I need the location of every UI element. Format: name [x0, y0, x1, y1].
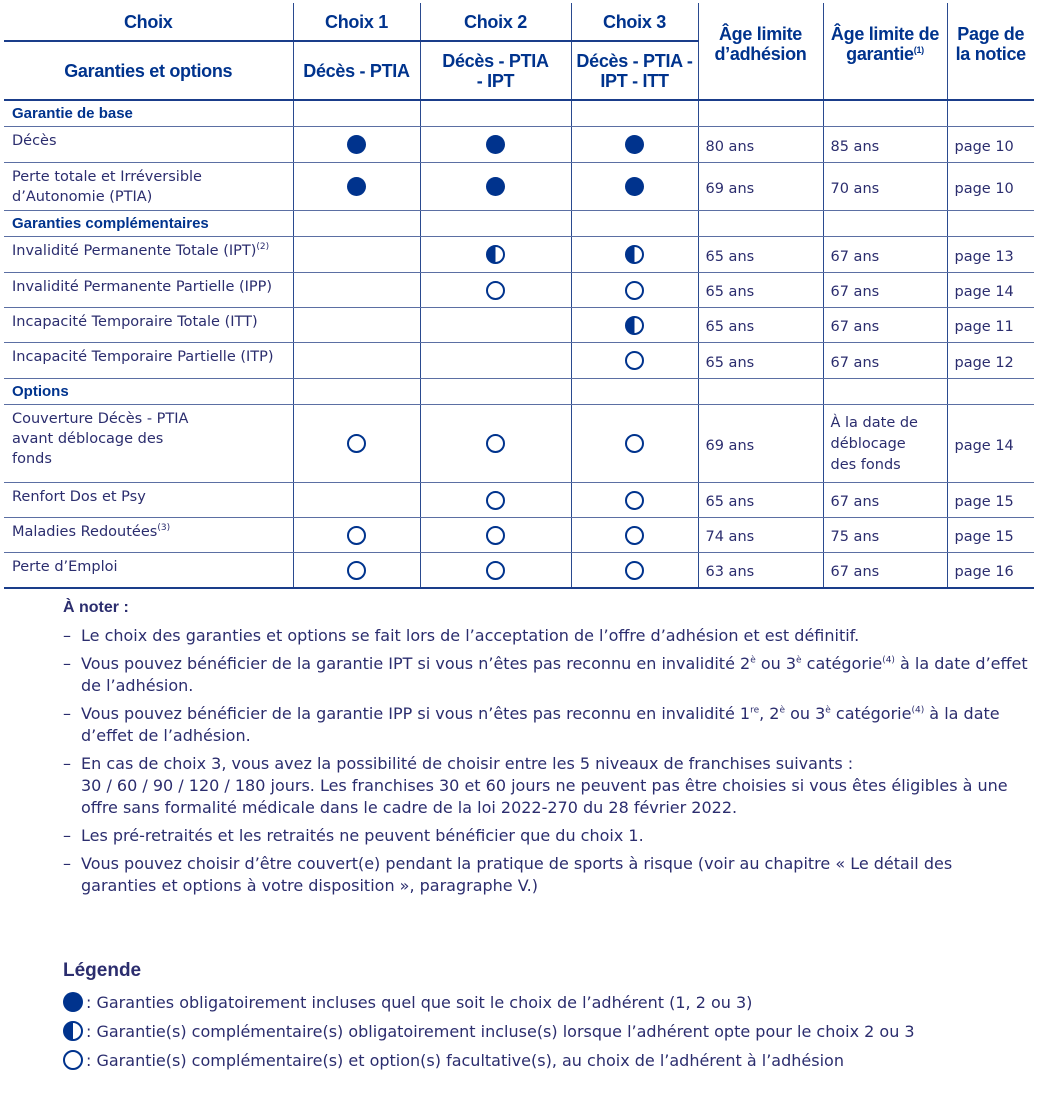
row-label-text: Couverture Décès - PTIA avant déblocage des fonds [12, 410, 189, 467]
note-text: Le choix des garanties et options se fait lors de l’acceptation de l’offre d’adhésion et est définitif. [81, 626, 860, 645]
row-label [4, 517, 293, 552]
empty-cell [571, 100, 698, 126]
age-garantie-cell: 70 ans [823, 162, 947, 210]
empty-circle-icon [347, 526, 366, 545]
row-label-footnote: (2) [256, 241, 270, 252]
empty-cell [947, 378, 1034, 404]
empty-cell [420, 210, 571, 236]
age-adhesion-header: Âge limite d’adhésion [698, 3, 823, 100]
choix1-header: Choix 1 [293, 3, 420, 41]
age-adhesion-cell: 74 ans [698, 517, 823, 552]
guarantees-table [4, 3, 1034, 589]
age-garantie-cell: 67 ans [823, 552, 947, 588]
age-garantie-cell: 67 ans [823, 236, 947, 272]
note-sup: è [796, 655, 802, 666]
row-label-text: Décès [12, 132, 57, 149]
choice-cell-c1 [293, 552, 420, 588]
note-text: Vous pouvez choisir d’être couvert(e) pendant la pratique de sports à risque (voir au chapitre « Le détail des garanties et options à votre disposition », paragraphe V.) [81, 854, 953, 895]
note-text: , 2 [759, 704, 780, 723]
half-circle-icon [625, 245, 644, 264]
note-dash: – [63, 754, 71, 773]
row-label-text: Invalidité Permanente Totale (IPT) [12, 242, 257, 259]
legend-text: : Garantie(s) complémentaire(s) et option(s) facultative(s), au choix de l’adhérent à l’adhésion [86, 1051, 844, 1070]
note-dash: – [63, 854, 71, 873]
section-row-base [4, 100, 1034, 126]
age-garantie-cell: 75 ans [823, 517, 947, 552]
note-dash: – [63, 654, 71, 673]
note-item [63, 703, 1028, 747]
empty-circle-icon [625, 491, 644, 510]
empty-cell [293, 210, 420, 236]
table-row [4, 552, 1034, 588]
page-notice-cell: page 16 [947, 552, 1034, 588]
row-label [4, 272, 293, 307]
legend-item-empty [63, 1050, 1028, 1079]
page-notice-cell: page 10 [947, 126, 1034, 162]
page-notice-cell: page 14 [947, 272, 1034, 307]
section-row-complementaires [4, 210, 1034, 236]
empty-cell [420, 378, 571, 404]
choice-cell-c3 [571, 482, 698, 517]
note-item [63, 625, 1028, 647]
row-label [4, 482, 293, 517]
empty-circle-icon [486, 561, 505, 580]
row-label [4, 404, 293, 482]
choix2-header: Choix 2 [420, 3, 571, 41]
choice-cell-c3 [571, 162, 698, 210]
note-text: 30 / 60 / 90 / 120 / 180 jours. Les franchises 30 et 60 jours ne peuvent pas être choisies si vous êtes éligibles à une offre sans formalité médicale dans le cadre de la loi 2022-270 du 28 février 2022. [81, 776, 1008, 817]
full-circle-icon [486, 135, 505, 154]
choice-cell-c3 [571, 517, 698, 552]
half-circle-icon [63, 1021, 83, 1041]
choice-cell-c2 [420, 482, 571, 517]
age-adhesion-cell: 63 ans [698, 552, 823, 588]
notes-block [63, 597, 1028, 903]
note-dash: – [63, 626, 71, 645]
row-label-text: Incapacité Temporaire Totale (ITT) [12, 313, 258, 330]
note-text: catégorie [830, 704, 912, 723]
header-row-top [4, 3, 1034, 41]
note-sup: re [750, 705, 760, 716]
age-garantie-cell: 67 ans [823, 482, 947, 517]
note-text: ou 3 [755, 654, 797, 673]
choice-cell-c3 [571, 307, 698, 342]
age-adhesion-cell: 69 ans [698, 162, 823, 210]
note-sup: (4) [911, 705, 925, 716]
age-garantie-cell: 67 ans [823, 342, 947, 378]
notes-title: À noter : [63, 599, 129, 616]
age-adhesion-cell: 69 ans [698, 404, 823, 482]
row-label-text: Invalidité Permanente Partielle (IPP) [12, 278, 273, 295]
row-label [4, 236, 293, 272]
note-item [63, 825, 1028, 847]
row-label [4, 162, 293, 210]
empty-cell [571, 210, 698, 236]
empty-circle-icon [486, 526, 505, 545]
section-row-options [4, 378, 1034, 404]
section-title-complementaires: Garanties complémentaires [4, 210, 293, 236]
age-garantie-cell: 67 ans [823, 307, 947, 342]
table-body [4, 100, 1034, 588]
choix3-sub-header: Décès - PTIA - IPT - ITT [571, 41, 698, 100]
legend-item-full [63, 992, 1028, 1021]
empty-cell [698, 378, 823, 404]
age-adhesion-cell: 65 ans [698, 236, 823, 272]
note-sup: è [779, 705, 786, 716]
note-text: En cas de choix 3, vous avez la possibilité de choisir entre les 5 niveaux de franchises suivants : [81, 754, 854, 773]
empty-cell [698, 100, 823, 126]
note-text: à la date d’effet de l’adhésion. [81, 654, 1028, 695]
choix2-sub-header: Décès - PTIA - IPT [420, 41, 571, 100]
full-circle-icon [625, 177, 644, 196]
half-circle-icon [486, 245, 505, 264]
choice-cell-c1 [293, 236, 420, 272]
half-circle-icon [625, 316, 644, 335]
row-label [4, 126, 293, 162]
empty-circle-icon [625, 434, 644, 453]
legend [63, 960, 1028, 1079]
choice-cell-c3 [571, 126, 698, 162]
empty-circle-icon [625, 351, 644, 370]
note-text: Les pré-retraités et les retraités ne peuvent bénéficier que du choix 1. [81, 826, 644, 845]
age-adhesion-cell: 65 ans [698, 272, 823, 307]
full-circle-icon [63, 992, 83, 1012]
full-circle-icon [347, 177, 366, 196]
row-label [4, 342, 293, 378]
page-notice-cell: page 14 [947, 404, 1034, 482]
legend-item-half [63, 1021, 1028, 1050]
age-adhesion-cell: 65 ans [698, 342, 823, 378]
choice-cell-c2 [420, 552, 571, 588]
page-notice-cell: page 15 [947, 517, 1034, 552]
empty-cell [823, 378, 947, 404]
age-adhesion-cell: 65 ans [698, 482, 823, 517]
page-notice-header: Page de la notice [947, 3, 1034, 100]
row-label-text: Maladies Redoutées [12, 523, 158, 540]
page-notice-cell: page 12 [947, 342, 1034, 378]
choice-cell-c2 [420, 342, 571, 378]
choix1-sub-header: Décès - PTIA [293, 41, 420, 100]
table-row [4, 342, 1034, 378]
choice-cell-c3 [571, 342, 698, 378]
row-label-text: Perte d’Emploi [12, 558, 118, 575]
note-text: Vous pouvez bénéficier de la garantie IPP si vous n’êtes pas reconnu en invalidité 1 [81, 704, 751, 723]
empty-circle-icon [347, 434, 366, 453]
empty-cell [947, 210, 1034, 236]
page-notice-cell: page 11 [947, 307, 1034, 342]
choice-cell-c3 [571, 272, 698, 307]
table-row [4, 272, 1034, 307]
legend-text: : Garanties obligatoirement incluses quel que soit le choix de l’adhérent (1, 2 ou 3) [86, 993, 753, 1012]
row-label [4, 552, 293, 588]
empty-circle-icon [625, 526, 644, 545]
age-garantie-text: Âge limite de garantie [830, 24, 940, 64]
age-garantie-header [823, 3, 947, 100]
empty-circle-icon [63, 1050, 83, 1070]
note-sup: è [825, 705, 831, 716]
age-garantie-cell: 85 ans [823, 126, 947, 162]
note-dash: – [63, 826, 71, 845]
choice-cell-c1 [293, 342, 420, 378]
empty-cell [571, 378, 698, 404]
legend-text: : Garantie(s) complémentaire(s) obligatoirement incluse(s) lorsque l’adhérent opte pour le choix 2 ou 3 [86, 1022, 915, 1041]
table-row [4, 307, 1034, 342]
row-label-footnote: (3) [157, 522, 171, 533]
age-garantie-cell: À la date de déblocage des fonds [823, 404, 947, 482]
empty-cell [293, 378, 420, 404]
garanties-header: Garanties et options [4, 41, 293, 100]
table-row [4, 236, 1034, 272]
note-item [63, 653, 1028, 697]
choice-cell-c2 [420, 307, 571, 342]
choice-cell-c1 [293, 482, 420, 517]
note-dash: – [63, 704, 71, 723]
age-adhesion-cell: 65 ans [698, 307, 823, 342]
section-title-options: Options [4, 378, 293, 404]
age-adhesion-cell: 80 ans [698, 126, 823, 162]
table-row [4, 482, 1034, 517]
choice-cell-c3 [571, 552, 698, 588]
empty-circle-icon [486, 491, 505, 510]
age-garantie-cell: 67 ans [823, 272, 947, 307]
choice-cell-c2 [420, 517, 571, 552]
choice-cell-c1 [293, 272, 420, 307]
empty-cell [293, 100, 420, 126]
legend-title: Légende [63, 960, 142, 981]
choice-cell-c3 [571, 404, 698, 482]
choix-header: Choix [4, 3, 293, 41]
choix3-header: Choix 3 [571, 3, 698, 41]
choice-cell-c2 [420, 236, 571, 272]
choice-cell-c2 [420, 404, 571, 482]
note-item [63, 753, 1028, 819]
choice-cell-c1 [293, 307, 420, 342]
full-circle-icon [347, 135, 366, 154]
row-label-text: Renfort Dos et Psy [12, 488, 146, 505]
section-title-base: Garantie de base [4, 100, 293, 126]
empty-cell [698, 210, 823, 236]
choice-cell-c1 [293, 517, 420, 552]
age-garantie-footnote: (1) [913, 45, 924, 55]
empty-cell [823, 100, 947, 126]
note-sup: è [750, 655, 756, 666]
table-row [4, 126, 1034, 162]
note-text: ou 3 [785, 704, 826, 723]
row-label-text: Incapacité Temporaire Partielle (ITP) [12, 348, 274, 365]
choice-cell-c1 [293, 162, 420, 210]
choice-cell-c2 [420, 272, 571, 307]
page-notice-cell: page 15 [947, 482, 1034, 517]
table-row [4, 517, 1034, 552]
empty-cell [947, 100, 1034, 126]
table-row [4, 404, 1034, 482]
note-item [63, 853, 1028, 897]
empty-circle-icon [625, 561, 644, 580]
empty-circle-icon [625, 281, 644, 300]
choice-cell-c1 [293, 126, 420, 162]
choice-cell-c2 [420, 162, 571, 210]
empty-circle-icon [486, 281, 505, 300]
full-circle-icon [625, 135, 644, 154]
page-notice-cell: page 10 [947, 162, 1034, 210]
empty-cell [420, 100, 571, 126]
choice-cell-c1 [293, 404, 420, 482]
empty-cell [823, 210, 947, 236]
choice-cell-c2 [420, 126, 571, 162]
note-text: à la date d’effet de l’adhésion. [81, 704, 1000, 745]
note-text: catégorie [801, 654, 883, 673]
empty-circle-icon [486, 434, 505, 453]
row-label [4, 307, 293, 342]
empty-circle-icon [347, 561, 366, 580]
full-circle-icon [486, 177, 505, 196]
note-sup: (4) [882, 655, 895, 666]
page-notice-cell: page 13 [947, 236, 1034, 272]
table-row [4, 162, 1034, 210]
note-text: Vous pouvez bénéficier de la garantie IPT si vous n’êtes pas reconnu en invalidité 2 [81, 654, 751, 673]
row-label-text: Perte totale et Irréversible d’Autonomie (PTIA) [12, 168, 202, 205]
choice-cell-c3 [571, 236, 698, 272]
